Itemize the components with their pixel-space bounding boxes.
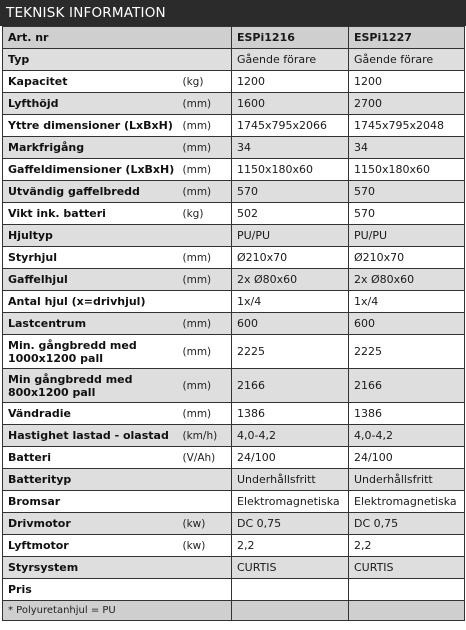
row-unit — [181, 49, 232, 71]
model-1-value — [232, 579, 349, 601]
model-2-value: 570 — [349, 181, 465, 203]
row-unit: (mm) — [181, 181, 232, 203]
table-row — [3, 335, 465, 369]
row-unit — [181, 579, 232, 601]
row-label: Gaffeldimensioner (LxBxH) — [3, 159, 181, 181]
row-unit — [181, 491, 232, 513]
table-row — [3, 369, 465, 403]
row-unit: (mm) — [181, 369, 232, 403]
row-label: Vikt ink. batteri — [3, 203, 181, 225]
row-label: Drivmotor — [3, 513, 181, 535]
table-row — [3, 269, 465, 291]
row-label: Min gångbredd med 800x1200 pall — [3, 369, 181, 403]
row-label: Vändradie — [3, 403, 181, 425]
row-label: Lyfthöjd — [3, 93, 181, 115]
row-label: Bromsar — [3, 491, 181, 513]
model-1-value: 2x Ø80x60 — [232, 269, 349, 291]
model-2-value: 24/100 — [349, 447, 465, 469]
row-label: Antal hjul (x=drivhjul) — [3, 291, 181, 313]
table-row — [3, 49, 465, 71]
model-2-value: 2166 — [349, 369, 465, 403]
model-2-header: ESPi1227 — [349, 27, 465, 49]
table-row — [3, 93, 465, 115]
model-2-value: 570 — [349, 203, 465, 225]
row-label: Yttre dimensioner (LxBxH) — [3, 115, 181, 137]
table-row — [3, 425, 465, 447]
row-label: Lastcentrum — [3, 313, 181, 335]
footnote-empty-cell — [349, 601, 465, 621]
model-2-value: Elektromagnetiska — [349, 491, 465, 513]
row-label: Markfrigång — [3, 137, 181, 159]
footnote-empty-cell — [232, 601, 349, 621]
model-1-value: 1745x795x2066 — [232, 115, 349, 137]
model-1-value: 600 — [232, 313, 349, 335]
model-2-value — [349, 579, 465, 601]
model-1-value: CURTIS — [232, 557, 349, 579]
model-2-value: PU/PU — [349, 225, 465, 247]
model-2-value: 2,2 — [349, 535, 465, 557]
model-2-value: 1150x180x60 — [349, 159, 465, 181]
row-unit: (kw) — [181, 513, 232, 535]
table-row — [3, 247, 465, 269]
table-row — [3, 447, 465, 469]
row-unit: (mm) — [181, 403, 232, 425]
table-row — [3, 403, 465, 425]
row-label: Lyftmotor — [3, 535, 181, 557]
model-2-value: 34 — [349, 137, 465, 159]
model-2-value: 2225 — [349, 335, 465, 369]
model-1-value: 34 — [232, 137, 349, 159]
model-1-value: 1600 — [232, 93, 349, 115]
model-1-value: 1150x180x60 — [232, 159, 349, 181]
model-1-value: 2166 — [232, 369, 349, 403]
model-2-value: 1x/4 — [349, 291, 465, 313]
model-2-value: Ø210x70 — [349, 247, 465, 269]
header-row — [3, 27, 465, 49]
row-unit: (mm) — [181, 93, 232, 115]
row-unit: (km/h) — [181, 425, 232, 447]
row-label: Min. gångbredd med 1000x1200 pall — [3, 335, 181, 369]
table-row — [3, 579, 465, 601]
header-label: Art. nr — [3, 27, 232, 49]
table-row — [3, 513, 465, 535]
row-unit: (mm) — [181, 335, 232, 369]
model-1-value: 1200 — [232, 71, 349, 93]
row-unit — [181, 469, 232, 491]
model-1-value: 2,2 — [232, 535, 349, 557]
table-row — [3, 115, 465, 137]
model-2-value: CURTIS — [349, 557, 465, 579]
footnote-row — [3, 601, 465, 621]
row-label: Typ — [3, 49, 181, 71]
row-unit: (mm) — [181, 313, 232, 335]
row-unit — [181, 291, 232, 313]
table-row — [3, 291, 465, 313]
model-1-value: 570 — [232, 181, 349, 203]
table-row — [3, 491, 465, 513]
model-1-value: PU/PU — [232, 225, 349, 247]
row-label: Batterityp — [3, 469, 181, 491]
model-2-value: 2x Ø80x60 — [349, 269, 465, 291]
footnote: * Polyuretanhjul = PU — [3, 601, 232, 621]
table-row — [3, 557, 465, 579]
spec-table — [2, 26, 465, 621]
row-unit: (mm) — [181, 269, 232, 291]
model-1-value: 1x/4 — [232, 291, 349, 313]
row-unit: (kg) — [181, 203, 232, 225]
row-label: Pris — [3, 579, 181, 601]
row-label: Hastighet lastad - olastad — [3, 425, 181, 447]
model-2-value: 4,0-4,2 — [349, 425, 465, 447]
model-1-value: Underhållsfritt — [232, 469, 349, 491]
table-row — [3, 159, 465, 181]
table-row — [3, 137, 465, 159]
model-1-value: 24/100 — [232, 447, 349, 469]
row-label: Batteri — [3, 447, 181, 469]
page-title: TEKNISK INFORMATION — [6, 5, 166, 21]
row-label: Gaffelhjul — [3, 269, 181, 291]
table-row — [3, 181, 465, 203]
title-bar — [0, 0, 466, 26]
model-2-value: 1200 — [349, 71, 465, 93]
model-2-value: 1745x795x2048 — [349, 115, 465, 137]
model-1-value: DC 0,75 — [232, 513, 349, 535]
model-2-value: 600 — [349, 313, 465, 335]
table-row — [3, 203, 465, 225]
row-unit: (mm) — [181, 247, 232, 269]
row-label: Kapacitet — [3, 71, 181, 93]
row-unit: (mm) — [181, 159, 232, 181]
model-1-value: Ø210x70 — [232, 247, 349, 269]
spec-table-body — [3, 27, 465, 621]
table-row — [3, 535, 465, 557]
row-unit: (mm) — [181, 137, 232, 159]
row-unit: (kw) — [181, 535, 232, 557]
model-1-value: 1386 — [232, 403, 349, 425]
table-row — [3, 225, 465, 247]
model-1-value: 4,0-4,2 — [232, 425, 349, 447]
row-label: Hjultyp — [3, 225, 181, 247]
table-row — [3, 71, 465, 93]
model-2-value: DC 0,75 — [349, 513, 465, 535]
table-row — [3, 469, 465, 491]
row-label: Styrhjul — [3, 247, 181, 269]
model-2-value: 1386 — [349, 403, 465, 425]
model-1-value: 502 — [232, 203, 349, 225]
row-unit — [181, 557, 232, 579]
row-unit: (mm) — [181, 115, 232, 137]
row-unit: (kg) — [181, 71, 232, 93]
model-1-value: Gående förare — [232, 49, 349, 71]
model-2-value: Gående förare — [349, 49, 465, 71]
row-unit: (V/Ah) — [181, 447, 232, 469]
row-label: Utvändig gaffelbredd — [3, 181, 181, 203]
model-1-header: ESPi1216 — [232, 27, 349, 49]
table-row — [3, 313, 465, 335]
model-1-value: 2225 — [232, 335, 349, 369]
model-2-value: 2700 — [349, 93, 465, 115]
row-label: Styrsystem — [3, 557, 181, 579]
model-2-value: Underhållsfritt — [349, 469, 465, 491]
model-1-value: Elektromagnetiska — [232, 491, 349, 513]
row-unit — [181, 225, 232, 247]
